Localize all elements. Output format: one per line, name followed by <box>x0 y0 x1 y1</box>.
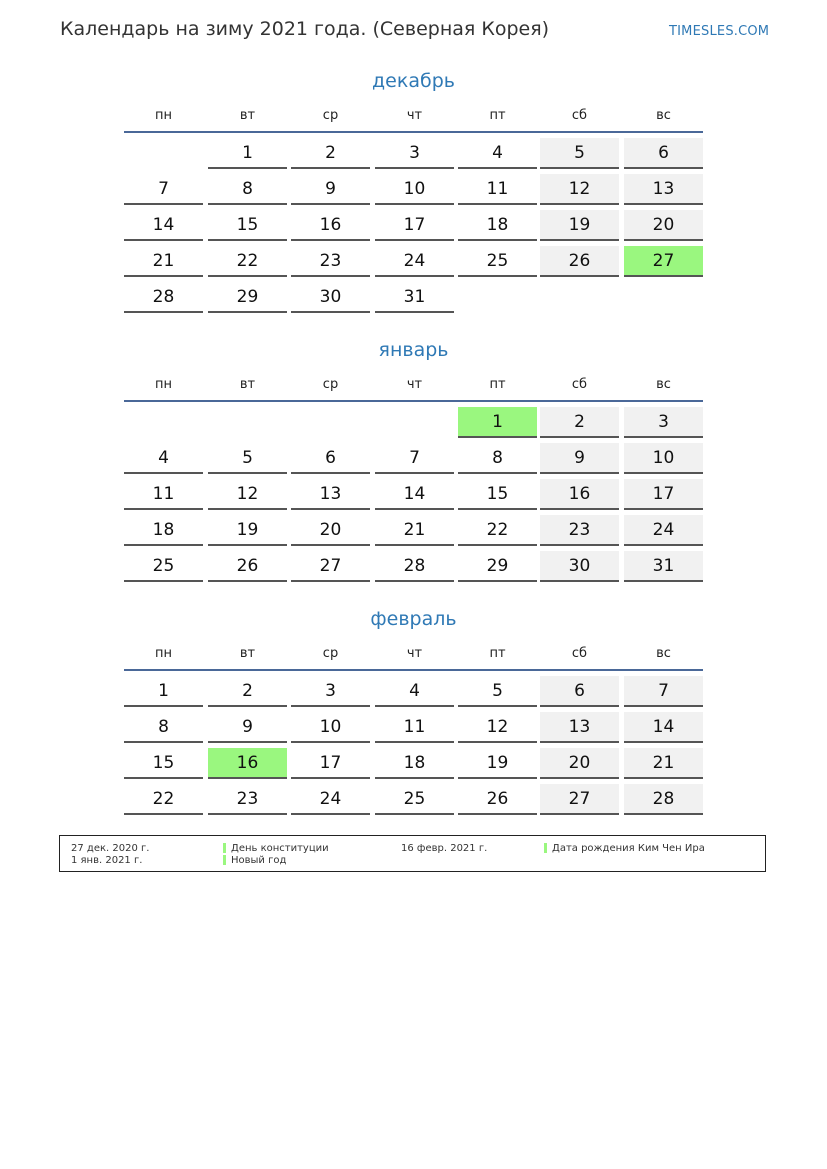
month-name: декабрь <box>372 70 455 92</box>
holiday-day-cell: 16 <box>208 748 287 779</box>
empty-day-cell <box>375 407 454 438</box>
month-name: январь <box>378 339 449 361</box>
empty-day-cell <box>458 282 537 313</box>
weekday-label: вс <box>656 108 671 123</box>
day-cell: 7 <box>375 443 454 474</box>
day-cell: 12 <box>208 479 287 510</box>
empty-day-cell <box>624 282 703 313</box>
weekday-label: чт <box>406 108 423 123</box>
legend-date: 1 янв. 2021 г. <box>71 855 143 866</box>
day-cell: 25 <box>458 246 537 277</box>
weekday-header <box>124 377 703 391</box>
day-cell: 28 <box>124 282 203 313</box>
day-cell: 24 <box>624 515 703 546</box>
day-cell: 31 <box>624 551 703 582</box>
empty-day-cell <box>208 407 287 438</box>
day-cell: 21 <box>624 748 703 779</box>
empty-day-cell <box>124 407 203 438</box>
day-cell: 2 <box>291 138 370 169</box>
day-cell: 18 <box>458 210 537 241</box>
day-cell: 18 <box>375 748 454 779</box>
weekday-label: вс <box>656 646 671 661</box>
day-cell: 19 <box>208 515 287 546</box>
day-cell: 1 <box>208 138 287 169</box>
header-divider <box>124 131 703 133</box>
day-cell: 14 <box>624 712 703 743</box>
day-cell: 25 <box>124 551 203 582</box>
day-cell: 21 <box>375 515 454 546</box>
day-cell: 3 <box>375 138 454 169</box>
day-cell: 14 <box>124 210 203 241</box>
day-cell: 6 <box>540 676 619 707</box>
day-cell: 19 <box>540 210 619 241</box>
holiday-color-marker <box>223 855 226 865</box>
day-cell: 9 <box>208 712 287 743</box>
legend-holiday-name: Дата рождения Ким Чен Ира <box>552 843 705 854</box>
day-cell: 17 <box>291 748 370 779</box>
day-cell: 12 <box>540 174 619 205</box>
day-cell: 5 <box>540 138 619 169</box>
day-cell: 27 <box>291 551 370 582</box>
legend-date: 16 февр. 2021 г. <box>401 843 488 854</box>
weekday-label: ср <box>322 108 339 123</box>
day-cell: 30 <box>291 282 370 313</box>
day-cell: 11 <box>375 712 454 743</box>
day-cell: 28 <box>375 551 454 582</box>
weekday-label: пт <box>489 108 506 123</box>
day-cell: 15 <box>124 748 203 779</box>
header-divider <box>124 400 703 402</box>
day-cell: 4 <box>124 443 203 474</box>
day-cell: 15 <box>208 210 287 241</box>
day-cell: 10 <box>291 712 370 743</box>
holiday-day-cell: 27 <box>624 246 703 277</box>
day-cell: 30 <box>540 551 619 582</box>
day-cell: 5 <box>208 443 287 474</box>
weekday-label: сб <box>571 646 588 661</box>
site-link[interactable]: TIMESLES.COM <box>669 24 770 39</box>
day-cell: 8 <box>124 712 203 743</box>
day-cell: 23 <box>291 246 370 277</box>
day-cell: 16 <box>540 479 619 510</box>
weekday-label: чт <box>406 646 423 661</box>
holiday-color-marker <box>223 843 226 853</box>
day-cell: 22 <box>458 515 537 546</box>
empty-day-cell <box>291 407 370 438</box>
day-cell: 23 <box>540 515 619 546</box>
holiday-day-cell: 1 <box>458 407 537 438</box>
day-cell: 5 <box>458 676 537 707</box>
day-cell: 4 <box>375 676 454 707</box>
day-cell: 24 <box>291 784 370 815</box>
day-cell: 18 <box>124 515 203 546</box>
weekday-label: пн <box>155 646 172 661</box>
day-cell: 20 <box>540 748 619 779</box>
day-cell: 1 <box>124 676 203 707</box>
day-cell: 22 <box>124 784 203 815</box>
day-cell: 17 <box>624 479 703 510</box>
day-cell: 13 <box>624 174 703 205</box>
day-cell: 4 <box>458 138 537 169</box>
day-cell: 2 <box>208 676 287 707</box>
day-cell: 2 <box>540 407 619 438</box>
day-cell: 19 <box>458 748 537 779</box>
day-cell: 10 <box>375 174 454 205</box>
weekday-label: вс <box>656 377 671 392</box>
weekday-label: пн <box>155 108 172 123</box>
day-cell: 25 <box>375 784 454 815</box>
weekday-label: вт <box>239 646 256 661</box>
day-cell: 29 <box>208 282 287 313</box>
day-cell: 28 <box>624 784 703 815</box>
weekday-header <box>124 646 703 660</box>
day-cell: 24 <box>375 246 454 277</box>
weekday-label: сб <box>571 108 588 123</box>
legend-date: 27 дек. 2020 г. <box>71 843 150 854</box>
day-cell: 27 <box>540 784 619 815</box>
day-cell: 11 <box>458 174 537 205</box>
weekday-label: пт <box>489 377 506 392</box>
holiday-color-marker <box>544 843 547 853</box>
day-cell: 26 <box>208 551 287 582</box>
day-cell: 6 <box>291 443 370 474</box>
day-cell: 17 <box>375 210 454 241</box>
day-cell: 20 <box>291 515 370 546</box>
legend-holiday-name: День конституции <box>231 843 329 854</box>
page-title: Календарь на зиму 2021 года. (Северная Корея) <box>60 18 550 40</box>
weekday-label: пн <box>155 377 172 392</box>
day-cell: 8 <box>208 174 287 205</box>
day-cell: 11 <box>124 479 203 510</box>
day-cell: 31 <box>375 282 454 313</box>
weekday-header <box>124 108 703 122</box>
weekday-label: ср <box>322 646 339 661</box>
weekday-label: ср <box>322 377 339 392</box>
day-cell: 3 <box>624 407 703 438</box>
weekday-label: сб <box>571 377 588 392</box>
day-cell: 15 <box>458 479 537 510</box>
day-cell: 26 <box>540 246 619 277</box>
weekday-label: вт <box>239 377 256 392</box>
header-divider <box>124 669 703 671</box>
day-cell: 9 <box>540 443 619 474</box>
day-cell: 20 <box>624 210 703 241</box>
day-cell: 7 <box>624 676 703 707</box>
day-cell: 13 <box>291 479 370 510</box>
day-cell: 29 <box>458 551 537 582</box>
weekday-label: пт <box>489 646 506 661</box>
day-cell: 3 <box>291 676 370 707</box>
day-cell: 13 <box>540 712 619 743</box>
day-cell: 22 <box>208 246 287 277</box>
empty-day-cell <box>124 138 203 169</box>
day-cell: 12 <box>458 712 537 743</box>
day-cell: 16 <box>291 210 370 241</box>
day-cell: 26 <box>458 784 537 815</box>
day-cell: 10 <box>624 443 703 474</box>
day-cell: 6 <box>624 138 703 169</box>
empty-day-cell <box>540 282 619 313</box>
day-cell: 9 <box>291 174 370 205</box>
day-cell: 8 <box>458 443 537 474</box>
day-cell: 21 <box>124 246 203 277</box>
weekday-label: чт <box>406 377 423 392</box>
month-name: февраль <box>370 608 457 630</box>
day-cell: 7 <box>124 174 203 205</box>
day-cell: 23 <box>208 784 287 815</box>
weekday-label: вт <box>239 108 256 123</box>
day-cell: 14 <box>375 479 454 510</box>
holiday-legend <box>59 835 766 872</box>
legend-holiday-name: Новый год <box>231 855 287 866</box>
